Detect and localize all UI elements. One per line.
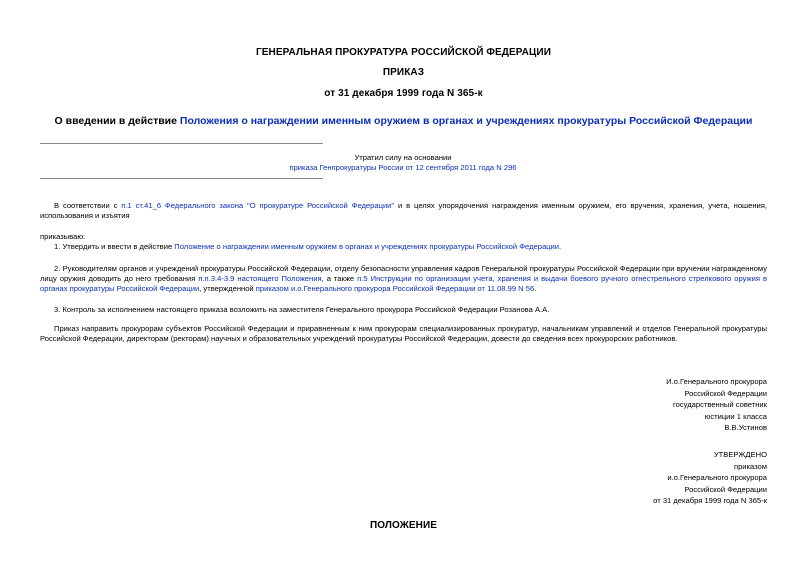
divider-top [40,143,323,144]
divider-bottom [40,178,323,179]
item-1-link[interactable]: Положение о награждении именным оружием в органах и учреждениях прокуратуры Российской Федерации [174,242,559,251]
approval-line-3: и.о.Генерального прокурора [667,473,767,483]
order-word: приказываю: [40,232,86,241]
status-link[interactable]: приказа Генпрокуратуры России от 12 сентября 2011 года N 296 [289,163,517,172]
item-2-mid: , а также [321,274,358,283]
item-2-link-1[interactable]: п.п.3.4-3.9 настоящего Положения [198,274,322,283]
item-3-text: 3. Контроль за исполнением настоящего приказа возложить на заместителя Генерального прокурора Российской Федерации Розанова А.А. [54,305,550,314]
preamble-text-1: В соответствии с [54,201,122,210]
approval-line-2: приказом [733,461,767,471]
signature-line-2: Российской Федерации [684,388,767,398]
approval-line-1: УТВЕРЖДЕНО [713,450,767,459]
title-link[interactable]: Положения о награждении именным оружием в органах и учреждениях прокуратуры Российской Федерации [179,115,753,127]
item-2-text: 2. Руководителям органов и учреждений прокуратуры Российской Федерации, отделу безопасности управления кадров Генеральной прокуратуры Российской Федерации при вручении награжденному лицу оружия доводить до него требования [40,264,767,283]
distribution [40,324,767,344]
signature-block [547,376,767,434]
signature-line-1: И.о.Генерального прокурора [666,377,767,386]
item-3 [40,305,767,315]
approval-block [547,449,767,507]
item-2 [40,264,767,294]
signature-line-3: государственный советник [673,400,767,410]
item-1 [40,242,767,252]
status-note [287,153,519,173]
approval-line-5: от 31 декабря 1999 года N 365-к [653,496,767,506]
org-name: ГЕНЕРАЛЬНАЯ ПРОКУРАТУРА РОССИЙСКОЙ ФЕДЕРАЦИИ [256,47,551,58]
preamble [40,201,767,221]
signature-line-4: юстиции 1 класса [704,411,767,421]
item-2-link-2[interactable]: п.5 Инструкции по организации учета, хранения и выдачи боевого ручного огнестрельного стрелкового оружия в органах прокуратуры Российской Федерации [40,274,768,293]
status-text: Утратил силу на основании [354,153,452,162]
distribution-text: Приказ направить прокурорам субъектов Российской Федерации и приравненным к ним прокурорам специализированных прокуратур, начальникам управлений и отделов Генеральной прокуратуры Российской Федерации, директорам (ректорам) научных и образовательных учреждений прокуратуры Российской Федерации, довести до сведения всех прокурорских работников. [40,324,767,343]
doc-type: ПРИКАЗ [382,67,425,78]
section-title: ПОЛОЖЕНИЕ [369,520,438,531]
approval-line-4: Российской Федерации [684,484,767,494]
item-2-mid-2: , утвержденной [199,284,256,293]
doc-date: от 31 декабря 1999 года N 365-к [324,88,483,99]
law-link[interactable]: п.1 ст.41_6 Федерального закона "О прокуратуре Российской Федерации" [121,201,395,210]
signature-line-5: В.В.Устинов [724,423,767,433]
doc-title [0,115,807,127]
item-1-text: 1. Утвердить и ввести в действие [54,242,175,251]
item-2-end: . [534,284,537,293]
item-1-end: . [559,242,562,251]
item-2-link-3[interactable]: приказом и.о.Генерального прокурора Российской Федерации от 11.08.99 N 56 [255,284,535,293]
preamble-text-2: и в целях упорядочения награждения именным оружием, его вручения, хранения, учета, ношения, использования и изъятия [40,201,768,220]
doc-title-prefix: О введении в действие [54,115,180,127]
